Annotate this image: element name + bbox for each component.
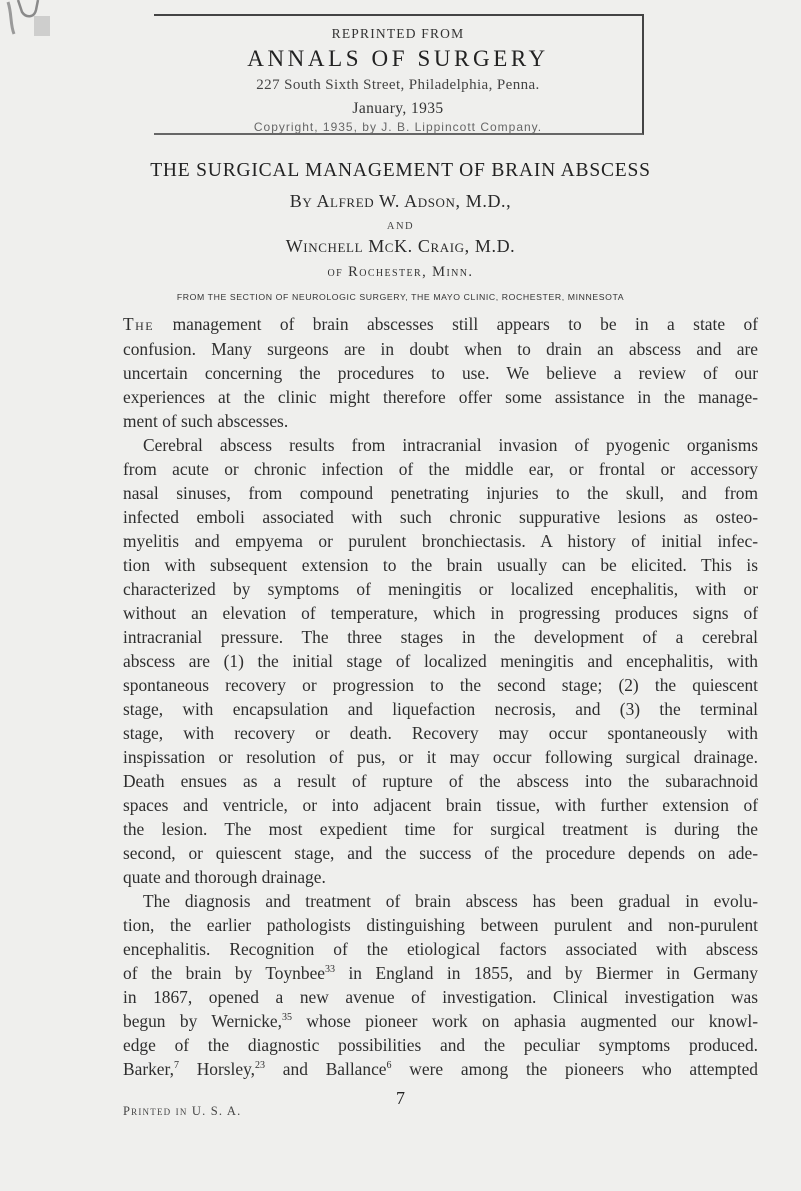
body-line: Death ensues as a result of rupture of the abscess into the subarachnoid [123,771,758,791]
body-line: tion, the earlier pathologists distinguishing between purulent and non-purulent [123,915,758,935]
body-line: uncertain concerning the procedures to use. We believe a review of our [123,363,758,383]
body-line: tion with subsequent extension to the brain usually can be elicited. This is [123,555,758,575]
article-title: THE SURGICAL MANAGEMENT OF BRAIN ABSCESS [150,160,651,181]
body-line: in 1867, opened a new avenue of investigation. Clinical investigation was [123,987,758,1007]
line-text: in England in 1855, and by Biermer in Germany [335,963,758,983]
opening-word: The [123,314,155,334]
line-text: Barker, [123,1059,174,1079]
body-line: nasal sinuses, from compound penetrating injuries to the skull, and from [123,483,758,503]
citation-ref: 23 [255,1060,266,1072]
author-conjunction: AND [386,221,415,232]
citation-ref: 35 [281,1012,292,1024]
line-text: Horsley, [178,1059,256,1079]
body-line: stage, with encapsulation and liquefaction necrosis, and (3) the terminal [123,699,758,719]
line-text: and Ballance [265,1059,387,1079]
body-line: ment of such abscesses. [123,411,289,431]
line-text: were among the pioneers who attempted [391,1059,758,1079]
line-text: of the brain by Toynbee [123,963,326,983]
copyright-notice: Copyright, 1935, by J. B. Lippincott Company. [253,120,543,134]
body-line: second, or quiescent stage, and the success of the procedure depends on ade- [123,843,758,863]
body-line: the lesion. The most expedient time for surgical treatment is during the [123,819,758,839]
reprint-header-box [154,14,644,135]
body-line: encephalitis. Recognition of the etiological factors associated with abscess [123,939,758,959]
citation-ref: 6 [386,1060,392,1072]
body-line: edge of the diagnostic possibilities and the peculiar symptoms produced. [123,1035,758,1055]
body-line: confusion. Many surgeons are in doubt when to drain an abscess and are [123,339,758,359]
body-line [123,961,758,985]
body-line: infected emboli associated with such chronic suppurative lesions as osteo- [123,507,758,527]
author-adson: By Alfred W. Adson, M.D., [289,191,512,211]
citation-ref: 7 [173,1060,179,1072]
author-location: of Rochester, Minn. [327,264,474,280]
publisher-address: 227 South Sixth Street, Philadelphia, Penna. [256,77,540,93]
body-line: Cerebral abscess results from intracranial invasion of pyogenic organisms [143,435,758,455]
body-line: characterized by symptoms of meningitis or localized encephalitis, with or [123,579,758,599]
affiliation: FROM THE SECTION OF NEUROLOGIC SURGERY, THE MAYO CLINIC, ROCHESTER, MINNESOTA [176,292,625,302]
page-number: 7 [396,1088,405,1108]
citation-ref: 33 [325,964,336,976]
body-line: myelitis and empyema or purulent bronchiectasis. A history of initial infec- [123,531,758,551]
body-line: without an elevation of temperature, which in progressing produces signs of [123,603,758,623]
body-line: from acute or chronic infection of the middle ear, or frontal or accessory [123,459,758,479]
journal-name: ANNALS OF SURGERY [247,46,549,71]
line-text: whose pioneer work on aphasia augmented our knowl- [291,1011,759,1031]
line-text: management of brain abscesses still appears to be in a state of [172,314,758,334]
body-line [123,312,758,336]
body-line: experiences at the clinic might therefore offer some assistance in the manage- [123,387,758,407]
body-line: intracranial pressure. The three stages in the development of a cerebral [123,627,758,647]
body-line: inspissation or resolution of pus, or it may occur following surgical drainage. [123,747,758,767]
issue-date: January, 1935 [352,100,444,117]
printed-in-notice: Printed in U. S. A. [123,1104,242,1118]
author-craig: Winchell McK. Craig, M.D. [285,236,516,256]
body-line: spaces and ventricle, or into adjacent brain tissue, with further extension of [123,795,758,815]
body-line [123,1057,758,1081]
reprint-label: REPRINTED FROM [331,26,465,41]
body-line: stage, with recovery or death. Recovery may occur spontaneously with [123,723,758,743]
body-line: quate and thorough drainage. [123,867,326,887]
body-line: abscess are (1) the initial stage of localized meningitis and encephalitis, with [123,651,758,671]
body-line: spontaneous recovery or progression to the second stage; (2) the quiescent [123,675,758,695]
line-text: begun by Wernicke, [123,1011,282,1031]
body-line: The diagnosis and treatment of brain abscess has been gradual in evolu- [143,891,758,911]
body-line [123,1009,758,1033]
page-corner-mark [0,0,70,48]
